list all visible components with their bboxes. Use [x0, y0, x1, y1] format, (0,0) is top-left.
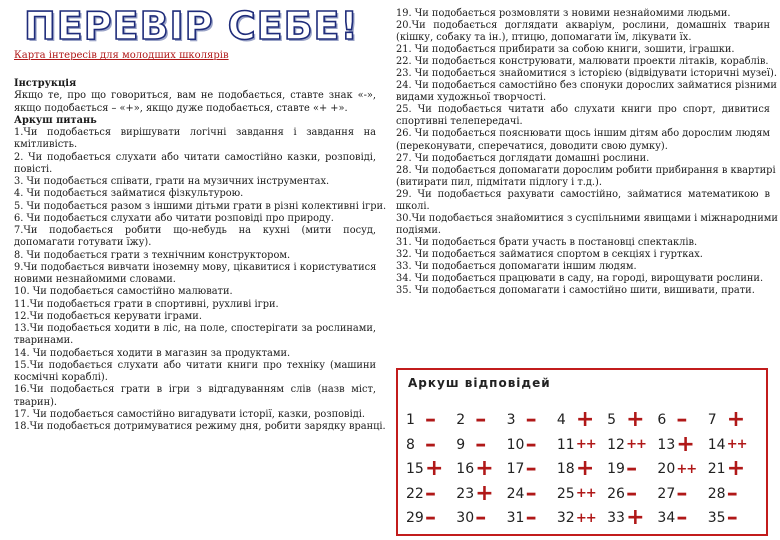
text-line: тваринами. [14, 335, 74, 347]
answer-cell [707, 505, 758, 531]
right-column [390, 0, 780, 540]
text-line: 22. Чи подобається конструювати, малювати проекти літаків, кораблів. [396, 56, 769, 68]
question-number: 5 [607, 412, 617, 429]
answer-mark: ++ [575, 486, 596, 502]
text-line: тварин). [14, 396, 58, 408]
answer-mark: – [726, 505, 738, 531]
text-line: 25. Чи подобається читати або слухати книги про спорт, дивитися [396, 104, 770, 116]
answer-mark: – [525, 456, 537, 482]
question-number: 22 [406, 485, 424, 502]
question-number: 6 [657, 412, 667, 429]
text-line: 13.Чи подобається ходити в ліс, на поле, спостерігати за рослинами, [14, 323, 376, 334]
question-number: 18 [556, 461, 575, 478]
text-line: Аркуш питань [14, 114, 97, 126]
answer-cell [657, 505, 707, 531]
question-number: 28 [707, 485, 726, 502]
answer-mark: + [626, 505, 645, 531]
answer-cell [506, 456, 557, 482]
text-line: космічні кораблі). [14, 372, 108, 383]
text-line: спортивні телепередачі. [396, 116, 523, 128]
answer-cell [557, 437, 607, 453]
text-line: 5. Чи подобається разом з іншими дітьми грати в різні колективні ігри. [14, 200, 387, 212]
answer-mark: + [425, 456, 444, 482]
question-number: 8 [406, 436, 415, 453]
answer-mark: – [626, 480, 638, 506]
question-number: 14 [707, 436, 726, 453]
question-number: 23 [456, 485, 475, 502]
text-line: 11.Чи подобається грати в спортивні, рухливі ігри. [14, 298, 279, 310]
answer-row [406, 433, 758, 458]
question-number: 24 [506, 485, 525, 502]
question-number: 33 [607, 510, 625, 527]
answer-cell [557, 486, 607, 502]
answer-mark: + [726, 456, 746, 482]
answer-mark: + [475, 456, 494, 482]
answer-mark: + [575, 456, 595, 482]
question-number: 21 [707, 461, 726, 478]
answer-cell [657, 480, 707, 506]
text-line: 20.Чи подобається доглядати акваріум, рослини, домашніх тварин [396, 20, 770, 32]
answer-cell [657, 461, 707, 477]
answer-row [406, 506, 758, 531]
answer-cell [506, 480, 557, 506]
answer-mark: – [676, 480, 688, 506]
answer-mark: + [475, 480, 494, 506]
answer-mark: + [575, 407, 595, 433]
text-line: 15.Чи подобається слухати або читати книги про техніку (машини [14, 359, 376, 371]
question-number: 35 [707, 510, 726, 527]
text-line: 9.Чи подобається вивчати іноземну мову, цікавитися і користуватися [14, 261, 377, 273]
text-line: 28. Чи подобається допомагати дорослим робити прибирання в квартирі [396, 164, 776, 176]
text-line: 24. Чи подобається самостійно без спонуки дорослих займатися різними [396, 80, 777, 92]
page-title: ПЕРЕВІР СЕБЕ! [24, 4, 359, 48]
answer-mark: – [425, 407, 436, 433]
text-line: кмітливість. [14, 139, 78, 151]
answer-cell [506, 407, 557, 433]
answer-sheet [396, 368, 768, 536]
question-number: 19 [607, 461, 625, 478]
text-line: допомагати готувати їжу). [14, 237, 152, 249]
answer-cell [406, 456, 456, 482]
answer-mark: – [525, 431, 537, 457]
text-line: 6. Чи подобається слухати або читати розповіді про природу. [14, 212, 334, 224]
answer-cell [506, 505, 557, 531]
text-line: 14. Чи подобається ходити в магазин за продуктами. [14, 347, 291, 359]
text-line: 18.Чи подобається дотримуватися режиму дня, робити зарядку вранці. [14, 421, 386, 432]
text-line: 34. Чи подобається працювати в саду, на городі, вирощувати рослини. [396, 273, 764, 285]
answer-cell [607, 437, 657, 453]
answer-sheet-title: Аркуш відповідей [408, 376, 551, 390]
question-number: 26 [607, 485, 625, 502]
text-line: 33. Чи подобається допомагати іншим людям. [396, 260, 637, 272]
question-number: 12 [607, 436, 625, 453]
question-number: 25 [556, 485, 575, 502]
answer-cell [456, 505, 506, 531]
question-number: 32 [556, 510, 575, 527]
answer-mark: ++ [626, 437, 646, 453]
answer-cell [406, 431, 456, 457]
question-number: 29 [406, 510, 424, 527]
answer-cell [557, 510, 607, 526]
text-line: 29. Чи подобається рахувати самостійно, займатися математикою в [396, 188, 770, 200]
question-number: 4 [556, 412, 566, 429]
text-line: (переконувати, сперечатися, доводити свою думку). [396, 140, 668, 152]
subtitle: Карта інтересів для молодших школярів [14, 50, 229, 61]
answer-mark: – [425, 505, 436, 531]
answer-cell [456, 480, 506, 506]
answer-mark: – [626, 456, 638, 482]
answer-mark: – [475, 505, 487, 531]
answer-cell [657, 431, 707, 457]
answer-mark: – [425, 480, 436, 506]
text-line: 16.Чи подобається грати в ігри з відгадуванням слів (назв міст, [14, 384, 376, 396]
text-line: 32. Чи подобається займатися спортом в секціях і гуртках. [396, 248, 703, 260]
answer-mark: – [425, 431, 436, 457]
text-line: 19. Чи подобається розмовляти з новими незнайомими людьми. [396, 8, 731, 19]
answer-cell [556, 456, 607, 482]
answer-mark: + [726, 407, 746, 433]
text-line: 17. Чи подобається самостійно вигадувати історії, казки, розповіді. [14, 408, 365, 420]
answer-cell [707, 407, 758, 433]
question-number: 20 [657, 461, 676, 478]
answer-mark: – [676, 407, 688, 433]
text-line: 4. Чи подобається займатися фізкультурою. [14, 188, 244, 200]
answer-cell [607, 407, 657, 433]
answer-cell [506, 431, 557, 457]
question-number: 1 [406, 412, 415, 429]
answer-mark: – [525, 407, 537, 433]
answer-mark: – [475, 407, 487, 433]
text-line: школі. [396, 200, 430, 212]
answer-cell [657, 407, 707, 433]
question-number: 27 [657, 485, 676, 502]
answer-cell [406, 407, 456, 433]
answer-cell [456, 407, 506, 433]
text-line: 27. Чи подобається доглядати домашні рослини. [396, 152, 650, 164]
answer-cell [708, 437, 758, 453]
answer-row [406, 457, 758, 482]
answer-mark: ++ [575, 437, 596, 453]
answer-cell [406, 480, 456, 506]
question-number: 31 [506, 510, 525, 527]
answer-cell [406, 505, 456, 531]
text-line: 3. Чи подобається співати, грати на музичних інструментах. [14, 176, 330, 187]
question-number: 13 [657, 436, 676, 453]
answer-row [406, 408, 758, 433]
answer-cell [456, 431, 506, 457]
text-line: 21. Чи подобається прибирати за собою книги, зошити, іграшки. [396, 44, 735, 56]
answer-cell [607, 480, 657, 506]
answer-mark: – [525, 480, 537, 506]
left-column [0, 0, 387, 540]
answer-mark: – [676, 505, 688, 531]
text-line: 31. Чи подобається брати участь в постановці спектаклів. [396, 236, 698, 248]
answer-mark: + [676, 431, 695, 457]
answer-mark: – [475, 431, 487, 457]
text-line: новими незнайомими словами. [14, 274, 176, 285]
question-number: 34 [657, 510, 676, 527]
text-line: видами художньої творчості. [396, 92, 547, 104]
question-number: 3 [506, 412, 516, 429]
text-line: Якщо те, про що говориться, вам не подобається, ставте знак «-», [14, 90, 376, 102]
text-line: 2. Чи подобається слухати або читати самостійно казки, розповіді, [14, 151, 376, 163]
text-line: 23. Чи подобається знайомитися з історією (відвідувати історичні музеї). [396, 68, 777, 80]
answer-mark: ++ [676, 461, 697, 477]
question-number: 17 [506, 461, 525, 478]
text-line: 7.Чи подобається робити що-небудь на кухні (мити посуд, [14, 225, 376, 236]
text-line: 26. Чи подобається пояснювати щось іншим дітям або дорослим людям [396, 128, 770, 140]
question-number: 10 [506, 436, 525, 453]
instructions-and-questions [14, 78, 387, 433]
answer-grid [406, 408, 758, 531]
text-line: 8. Чи подобається грати з технічним конструктором. [14, 249, 291, 261]
question-number: 15 [406, 461, 424, 478]
question-number: 11 [556, 436, 575, 453]
answer-mark: – [525, 505, 537, 531]
answer-mark: – [726, 480, 738, 506]
question-number: 30 [456, 510, 475, 527]
answer-mark: ++ [575, 510, 596, 526]
text-line: 10. Чи подобається самостійно малювати. [14, 286, 233, 298]
answer-cell [456, 456, 506, 482]
answer-row [406, 482, 758, 507]
text-line: повісті. [14, 163, 53, 175]
text-line: подіями. [396, 224, 442, 236]
answer-mark: + [626, 407, 645, 433]
answer-mark: ++ [726, 437, 747, 453]
answer-cell [707, 456, 758, 482]
text-line: (кішку, собаку та ін.), птицю, допомагати їм, лікувати їх. [396, 32, 692, 44]
answer-cell [707, 480, 758, 506]
answer-cell [556, 407, 607, 433]
text-line: 30.Чи подобається знайомитися з суспільними явищами і міжнародними [396, 212, 778, 224]
question-number: 16 [456, 461, 475, 478]
question-number: 2 [456, 412, 466, 429]
text-line: якщо подобається – «+», якщо дуже подобається, ставте «+ +». [14, 102, 348, 114]
questions-continued [396, 8, 778, 297]
answer-cell [607, 456, 657, 482]
text-line: 35. Чи подобається допомагати і самостійно шити, вишивати, прати. [396, 285, 755, 297]
answer-cell [607, 505, 657, 531]
text-line: (витирати пил, підмітати підлогу і т.д.). [396, 176, 602, 188]
question-number: 9 [456, 436, 466, 453]
text-line: 12.Чи подобається керувати іграми. [14, 310, 202, 322]
question-number: 7 [707, 412, 717, 429]
text-line: Інструкція [14, 78, 77, 89]
text-line: 1.Чи подобається вирішувати логічні завдання і завдання на [14, 127, 376, 138]
